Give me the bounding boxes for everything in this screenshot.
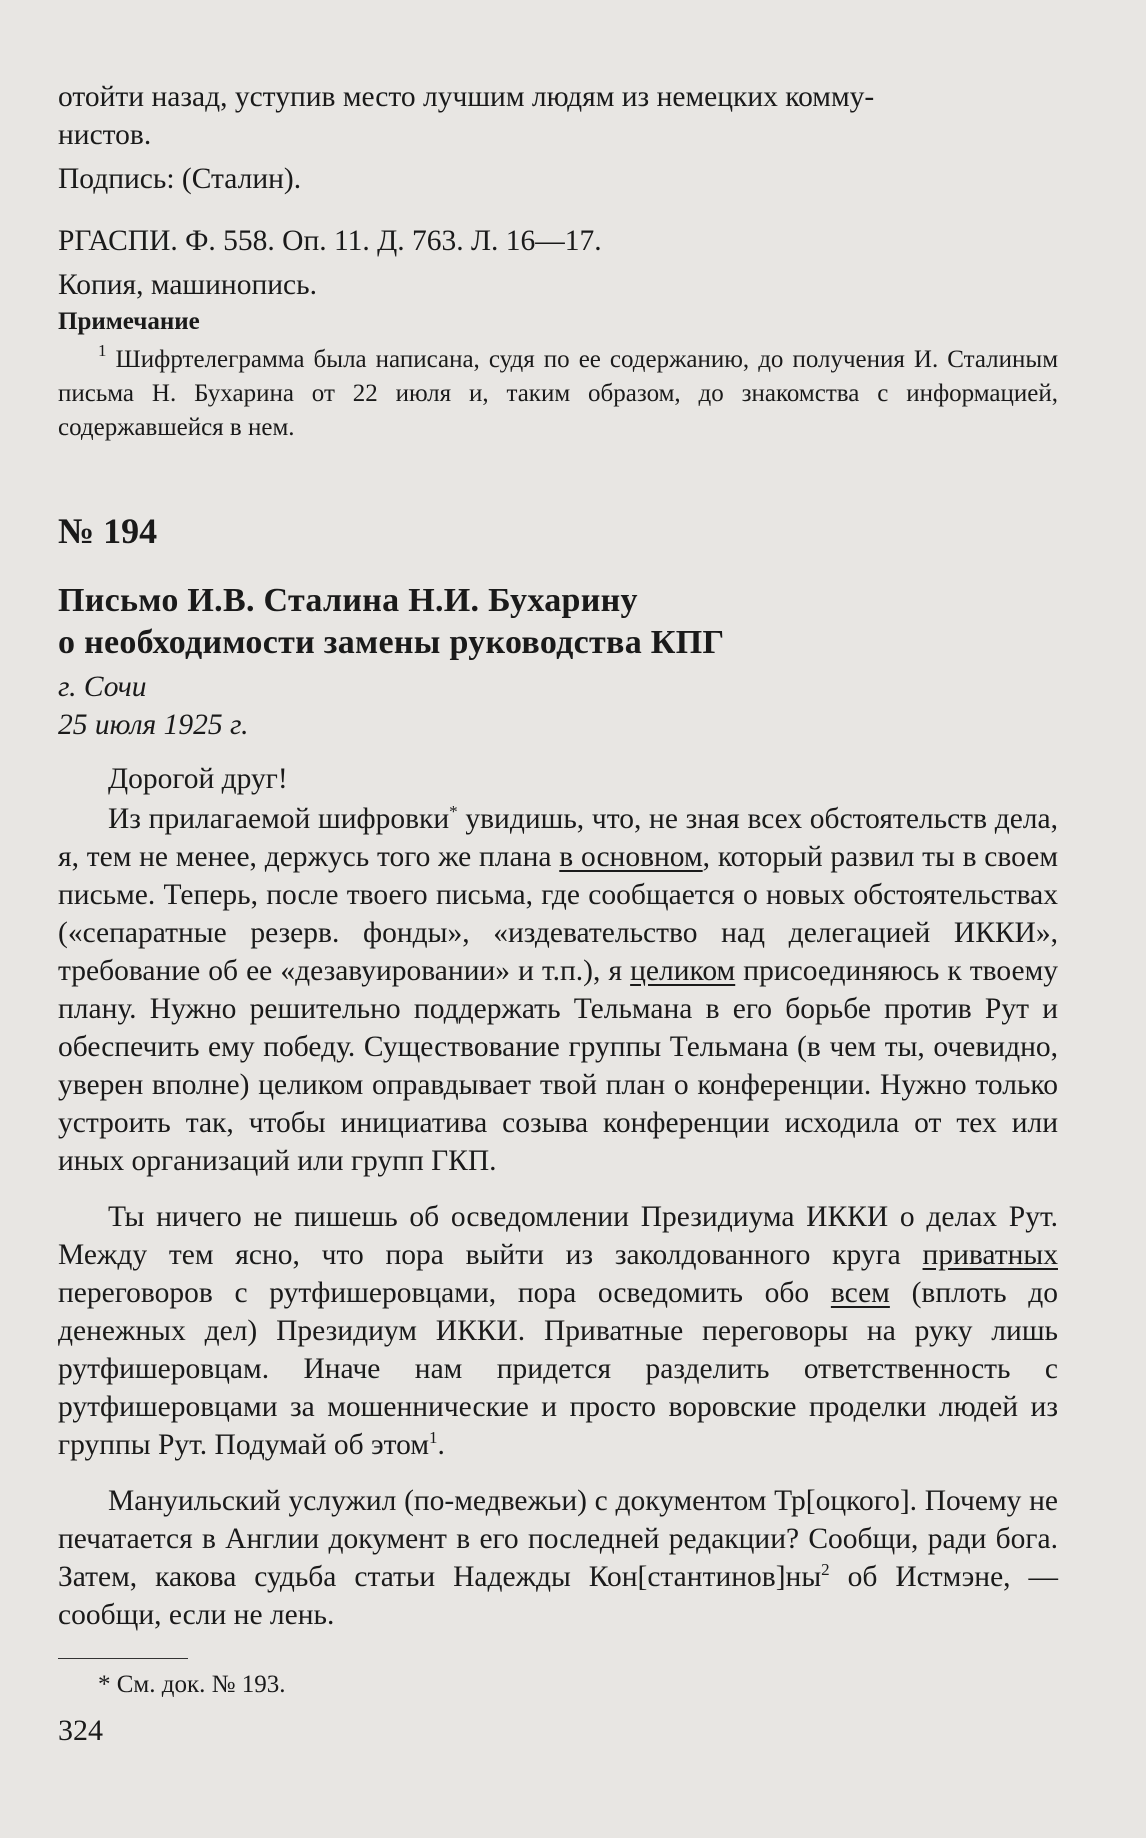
paragraph-1-part-a: Из прилагаемой шифровки bbox=[108, 803, 450, 835]
notes-title: Примечание bbox=[58, 308, 200, 335]
previous-document-end bbox=[58, 78, 1058, 304]
document-title-line-2: о необходимости замены руководства КПГ bbox=[58, 624, 725, 661]
footnote-line bbox=[58, 1668, 1058, 1702]
paragraph-3-part-b: об Истмэне, — сообщи, если не лень. bbox=[58, 1561, 1059, 1631]
page-number: 324 bbox=[58, 1714, 103, 1747]
underlined-private: приватных bbox=[922, 1239, 1058, 1271]
copy-note: Копия, машинопись. bbox=[58, 269, 317, 301]
document-title-line-1: Письмо И.В. Сталина Н.И. Бухарину bbox=[58, 582, 638, 619]
document-number: № 194 bbox=[58, 511, 158, 551]
paragraph-1 bbox=[58, 800, 1058, 1180]
note-text: Шифртелеграмма была написана, судя по ее содержанию, до получения И. Сталиным письма Н. Бухарина от 22 июля и, таким образом, до знакомства с информацией, содержавшейся в нем. bbox=[58, 346, 1059, 441]
paragraph-2-part-b: переговоров с рутфишеровцами, пора осведомить обо bbox=[58, 1277, 831, 1309]
signature: Подпись: (Сталин). bbox=[58, 163, 302, 195]
paragraph-1-part-c: , который развил ты в своем письме. Теперь, после твоего письма, где сообщается о новых обстоятельствах («сепаратные резерв. фонды», «издевательство над делегацией ИККИ», требование об ее «дезавуировании» и т.п.), я bbox=[58, 841, 1058, 987]
document-heading bbox=[58, 510, 1058, 664]
underlined-everything: всем bbox=[830, 1277, 890, 1309]
paragraph-1-part-b: увидишь, что, не зная всех обстоятельств дела, я, тем не менее, держусь того же плана bbox=[58, 803, 1058, 873]
footnote-marker: * bbox=[98, 1671, 111, 1698]
paragraph-2-part-c: (вплоть до денежных дел) Президиум ИККИ. Приватные переговоры на руку лишь рутфишеровцам. Иначе нам придется разделить ответственность с рутфишеровцами за мошеннические и просто воровские проделки людей из группы Рут. Подумай об этом bbox=[58, 1277, 1059, 1461]
paragraph-2-part-d: . bbox=[437, 1429, 445, 1461]
footnote-divider bbox=[58, 1658, 188, 1659]
paragraph-2-part-a: Ты ничего не пишешь об осведомлении Президиума ИККИ о делах Рут. Между тем ясно, что пора выйти из заколдованного круга bbox=[58, 1201, 1058, 1271]
note-ref-1: 1 bbox=[429, 1428, 438, 1447]
continuation-line-2: нистов. bbox=[58, 119, 152, 151]
notes-section bbox=[58, 305, 1058, 445]
continuation-line-1: отойти назад, уступив место лучшим людям из немецких комму- bbox=[58, 81, 875, 113]
letter-body bbox=[58, 760, 1058, 1634]
paragraph-3-part-a: Мануильский услужил (по-медвежьи) с документом Тр[оцкого]. Почему не печатается в Англии документ в его последней редакции? Сообщи, ради бога. Затем, какова судьба статьи Надежды Кон[стантинов]ны bbox=[58, 1485, 1058, 1593]
footnote bbox=[58, 1668, 1058, 1702]
archive-reference: РГАСПИ. Ф. 558. Оп. 11. Д. 763. Л. 16—17. bbox=[58, 225, 602, 257]
note-marker: 1 bbox=[98, 341, 107, 360]
salutation: Дорогой друг! bbox=[108, 763, 288, 795]
place-date bbox=[58, 668, 1058, 744]
document-date: 25 июля 1925 г. bbox=[58, 709, 249, 741]
paragraph-2 bbox=[58, 1198, 1058, 1464]
footnote-ref-star: * bbox=[449, 802, 458, 821]
paragraph-3 bbox=[58, 1482, 1058, 1634]
paragraph-1-part-d: присоединяюсь к твоему плану. Нужно решительно поддержать Тельмана в его борьбе против Рут и обеспечить ему победу. Существование группы Тельмана (в чем ты, очевидно, уверен вполне) целиком оправдывает твой план о конференции. Нужно только устроить так, чтобы инициатива созыва конференции исходила от тех или иных организаций или групп ГКП. bbox=[58, 955, 1059, 1177]
footnote-text: См. док. № 193. bbox=[116, 1671, 286, 1698]
note-1 bbox=[58, 343, 1058, 445]
document-place: г. Сочи bbox=[58, 671, 147, 703]
underlined-in-principle: в основном bbox=[559, 841, 703, 873]
underlined-entirely: целиком bbox=[630, 955, 736, 987]
note-ref-2: 2 bbox=[821, 1560, 830, 1579]
